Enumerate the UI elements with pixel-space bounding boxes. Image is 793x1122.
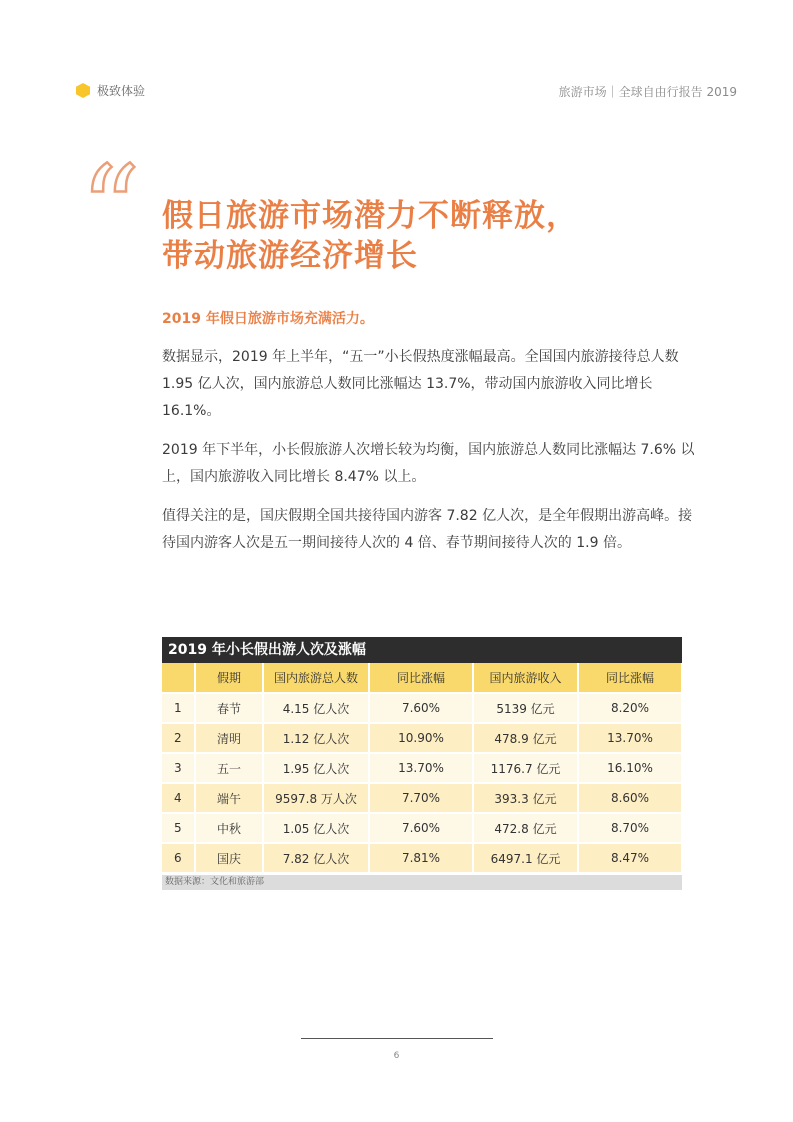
cell-revenue-growth: 13.70% <box>578 723 682 753</box>
cell-revenue: 1176.7 亿元 <box>473 753 578 783</box>
header-visitors-growth: 同比涨幅 <box>369 663 473 693</box>
brand <box>76 82 145 99</box>
report-title: 旅游市场｜全球自由行报告 2019 <box>558 85 737 99</box>
cell-visitors-growth: 10.90% <box>369 723 473 753</box>
cell-visitors: 1.12 亿人次 <box>263 723 369 753</box>
cell-holiday: 中秋 <box>195 813 263 843</box>
header-holiday: 假期 <box>195 663 263 693</box>
cell-revenue: 472.8 亿元 <box>473 813 578 843</box>
cell-holiday: 国庆 <box>195 843 263 873</box>
table-row <box>162 753 682 783</box>
table-row <box>162 813 682 843</box>
headline-line-2: 带动旅游经济增长 <box>162 238 418 274</box>
page-headline <box>162 196 578 276</box>
page-number: 6 <box>393 1051 400 1061</box>
cell-visitors: 1.05 亿人次 <box>263 813 369 843</box>
cell-holiday: 端午 <box>195 783 263 813</box>
cell-index: 6 <box>162 843 195 873</box>
cell-visitors-growth: 7.60% <box>369 813 473 843</box>
data-table <box>162 663 683 874</box>
hexagon-logo-icon <box>76 83 90 98</box>
cell-revenue-growth: 8.47% <box>578 843 682 873</box>
quote-mark-icon: “ <box>80 140 141 278</box>
cell-visitors: 4.15 亿人次 <box>263 693 369 723</box>
header-revenue-growth: 同比涨幅 <box>578 663 682 693</box>
header-visitors: 国内旅游总人数 <box>263 663 369 693</box>
cell-index: 1 <box>162 693 195 723</box>
lead-sentence: 2019 年假日旅游市场充满活力。 <box>162 311 374 327</box>
cell-holiday: 五一 <box>195 753 263 783</box>
cell-revenue: 6497.1 亿元 <box>473 843 578 873</box>
header-revenue: 国内旅游收入 <box>473 663 578 693</box>
cell-visitors-growth: 7.60% <box>369 693 473 723</box>
table-row <box>162 723 682 753</box>
cell-holiday: 清明 <box>195 723 263 753</box>
table-row <box>162 843 682 873</box>
cell-revenue: 5139 亿元 <box>473 693 578 723</box>
table-title: 2019 年小长假出游人次及涨幅 <box>162 637 682 663</box>
cell-revenue: 393.3 亿元 <box>473 783 578 813</box>
table-header-row <box>162 663 682 693</box>
header-index <box>162 663 195 693</box>
data-source-note: 数据来源：文化和旅游部 <box>162 875 682 890</box>
table-row <box>162 783 682 813</box>
cell-visitors-growth: 7.70% <box>369 783 473 813</box>
cell-revenue-growth: 8.60% <box>578 783 682 813</box>
cell-index: 4 <box>162 783 195 813</box>
cell-holiday: 春节 <box>195 693 263 723</box>
footer-divider <box>301 1038 493 1039</box>
cell-visitors-growth: 13.70% <box>369 753 473 783</box>
holiday-table <box>162 637 682 890</box>
cell-index: 3 <box>162 753 195 783</box>
paragraph-2: 2019 年下半年，小长假旅游人次增长较为均衡，国内旅游总人数同比涨幅达 7.6% 以上，国内旅游收入同比增长 8.47% 以上。 <box>162 442 695 485</box>
paragraph-3: 值得关注的是，国庆假期全国共接待国内游客 7.82 亿人次，是全年假期出游高峰。接待国内游客人次是五一期间接待人次的 4 倍、春节期间接待人次的 1.9 倍。 <box>162 508 693 551</box>
headline-line-1: 假日旅游市场潜力不断释放， <box>162 198 578 234</box>
cell-revenue-growth: 16.10% <box>578 753 682 783</box>
table-row <box>162 693 682 723</box>
cell-index: 2 <box>162 723 195 753</box>
cell-visitors: 1.95 亿人次 <box>263 753 369 783</box>
brand-label: 极致体验 <box>97 84 146 98</box>
cell-revenue-growth: 8.70% <box>578 813 682 843</box>
cell-revenue: 478.9 亿元 <box>473 723 578 753</box>
paragraph-1: 数据显示，2019 年上半年，“五一”小长假热度涨幅最高。全国国内旅游接待总人数 1.95 亿人次，国内旅游总人数同比涨幅达 13.7%，带动国内旅游收入同比增长 16.1%。 <box>162 349 679 419</box>
cell-visitors-growth: 7.81% <box>369 843 473 873</box>
cell-visitors: 7.82 亿人次 <box>263 843 369 873</box>
cell-visitors: 9597.8 万人次 <box>263 783 369 813</box>
cell-index: 5 <box>162 813 195 843</box>
cell-revenue-growth: 8.20% <box>578 693 682 723</box>
